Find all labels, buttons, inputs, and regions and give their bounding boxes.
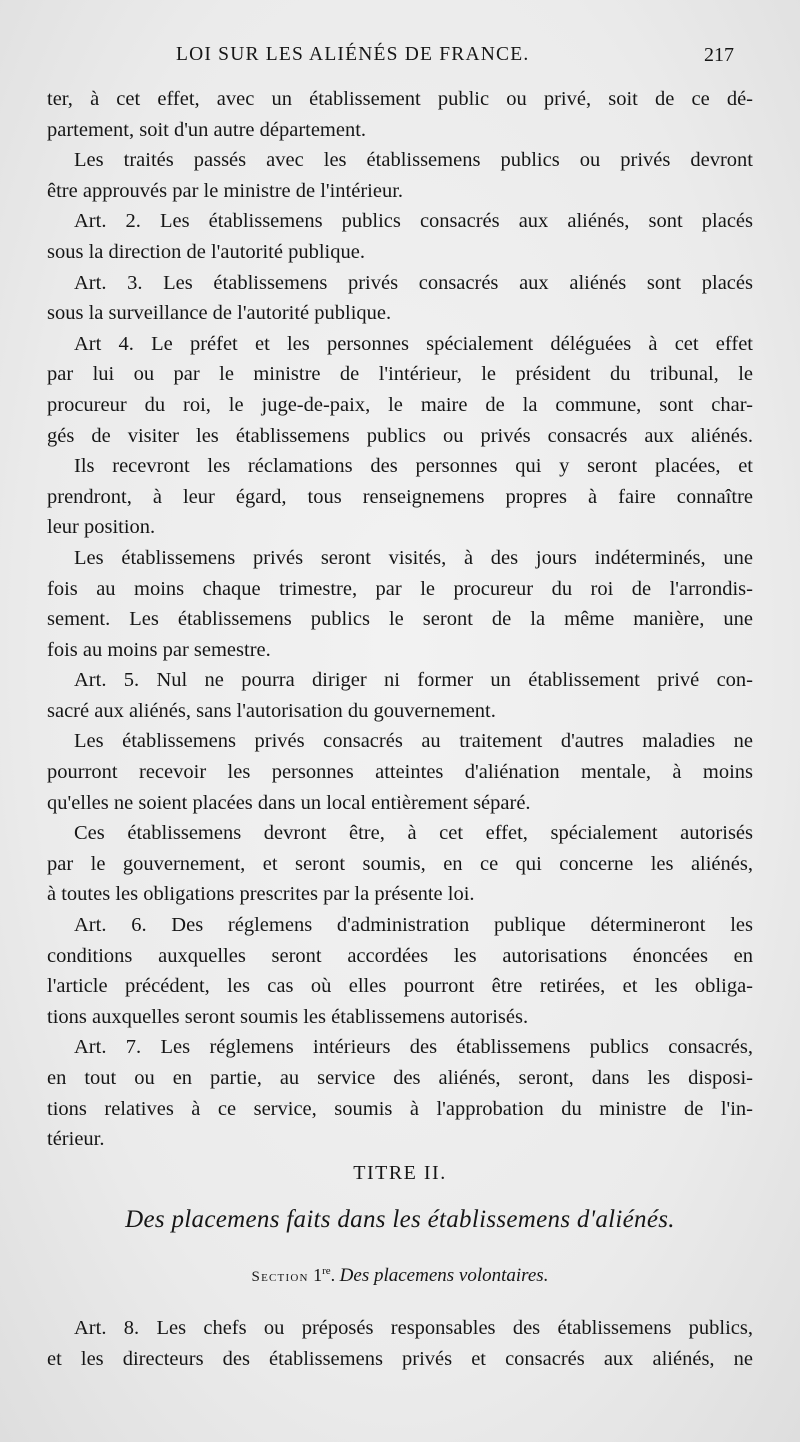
text-line: Art. 8. Les chefs ou préposés responsables des établissemens publics, [74,1317,753,1339]
text-line: sous la surveillance de l'autorité publique. [47,302,392,325]
text-line: fois au moins chaque trimestre, par le procureur du roi de l'arrondis- [47,577,753,600]
text-line: Les traités passés avec les établissemens publics ou privés devront [74,149,753,172]
text-line: tions relatives à ce service, soumis à l'approbation du ministre de l'in- [47,1097,753,1120]
text-line: partement, soit d'un autre département. [47,118,367,141]
text-line: Les établissemens privés consacrés au traitement d'autres maladies ne [74,730,753,753]
text-line: térieur. [47,1128,105,1151]
text-line: ter, à cet effet, avec un établissement public ou privé, soit de ce dé- [47,88,753,110]
text-line: sement. Les établissemens publics le seront de la même manière, une [47,608,753,631]
section-ordinal-sup: re [322,1265,331,1277]
tail-text [47,1313,753,1374]
running-head [0,44,800,74]
text-line: Art. 2. Les établissemens publics consacrés aux aliénés, sont placés [74,210,753,233]
text-line: conditions auxquelles seront accordées les autorisations énoncées en [47,944,753,967]
text-line: sacré aux aliénés, sans l'autorisation du gouvernement. [47,699,496,722]
running-title: LOI SUR LES ALIÉNÉS DE FRANCE. [176,44,530,65]
titre-subtitle: Des placemens faits dans les établissemens d'aliénés. [125,1206,675,1233]
text-line: à toutes les obligations prescrites par la présente loi. [47,883,475,906]
text-line: sous la direction de l'autorité publique. [47,240,365,263]
text-line: fois au moins par semestre. [47,638,271,661]
text-line: en tout ou en partie, au service des aliénés, seront, dans les disposi- [47,1067,753,1089]
text-line: Les établissemens privés seront visités, à des jours indéterminés, une [74,546,753,569]
text-line: pourront recevoir les personnes atteintes d'aliénation mentale, à moins [47,761,753,784]
text-line: et les directeurs des établissemens privés et consacrés aux aliénés, ne [47,1347,753,1370]
text-line: Art. 3. Les établissemens privés consacrés aux aliénés sont placés [74,271,753,294]
text-line: Art. 5. Nul ne pourra diriger ni former un établissement privé con- [74,669,753,692]
section-label: Section [251,1269,309,1285]
titre-heading: TITRE II. [353,1162,447,1184]
text-line: prendront, à leur égard, tous renseignemens propres à faire connaître [47,485,753,508]
body-text [47,84,753,1155]
text-line: être approuvés par le ministre de l'intérieur. [47,179,404,202]
text-line: gés de visiter les établissemens publics ou privés consacrés aux aliénés. [47,424,753,447]
text-line: par le gouvernement, et seront soumis, en ce qui concerne les aliénés, [47,852,753,875]
text-line: tions auxquelles seront soumis les établissemens autorisés. [47,1005,529,1028]
section-ordinal-number: 1 [313,1265,323,1285]
page-number: 217 [704,44,734,66]
text-line: Art 4. Le préfet et les personnes spécialement déléguées à cet effet [74,332,753,355]
section-ordinal: 1re. [313,1265,336,1285]
text-line: qu'elles ne soient placées dans un local entièrement séparé. [47,791,531,814]
text-line: procureur du roi, le juge-de-paix, le maire de la commune, sont char- [47,393,753,416]
text-line: l'article précédent, les cas où elles pourront être retirées, et les obliga- [47,975,753,998]
text-line: Art. 7. Les réglemens intérieurs des établissemens publics consacrés, [74,1036,753,1059]
section-title: Des placemens volontaires. [339,1265,549,1286]
text-line: Ces établissemens devront être, à cet effet, spécialement autorisés [74,822,753,845]
text-line: par lui ou par le ministre de l'intérieur, le président du tribunal, le [47,363,753,386]
text-line: leur position. [47,516,156,539]
section-heading [0,1265,800,1287]
text-line: Ils recevront les réclamations des personnes qui y seront placées, et [74,455,753,478]
text-line: Art. 6. Des réglemens d'administration publique détermineront les [74,914,753,937]
